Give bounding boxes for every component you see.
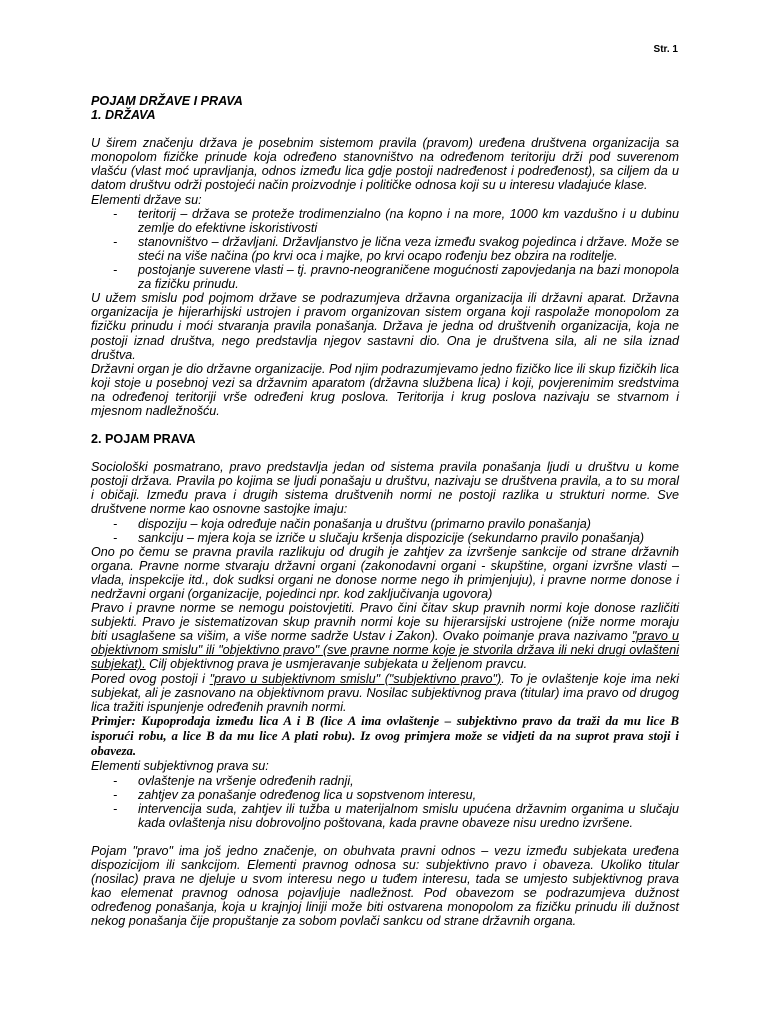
paragraph-text: Cilj objektivnog prava je usmjeravanje subjekata u željenom pravcu. xyxy=(145,657,528,672)
subjective-elements-label: Elementi subjektivnog prava su: xyxy=(91,759,269,774)
section1-paragraph-3: Državni organ je dio državne organizacije. Pod njim podrazumjevamo jedno fizičko lice ili skup fizičkih lica koji stoje u posebnoj vezi sa državnim aparatom (državna službena lica) i koji, povjerenimim sredstvima na određenoj teritoriji vrše određeni krug poslova. Teritorija i krug poslova nazivaju se stvarnom i mjesnom nadležnošću. xyxy=(91,361,679,418)
state-elements-label: Elementi države su: xyxy=(91,192,202,207)
document-body xyxy=(91,94,679,928)
section2-paragraph-1: Sociološki posmatrano, pravo predstavlja jedan od sistema pravila ponašanja ljudi u društvu u kome postoji država. Pravila po kojima se ljudi ponašaju u društvu, nazivaju se društvena pravila, a to su moral i običaji. Između prava i drugih sistema društvenih normi ne postoji razlika u strukturi norme. Sve društvene norme kao osnovne sastojke imaju: xyxy=(91,460,679,517)
document-title: POJAM DRŽAVE I PRAVA xyxy=(91,94,243,108)
section1-paragraph-1: U širem značenju država je posebnim sistemom pravila (pravom) uređena društvena organizacija sa monopolom fizičke prinude koja određeno stanovništvo na određenom teritoriju drži pod suverenom vlašću (vlast moć upravljanja, odnos između lica gdje postoji nadređenost i podređenost), sa ciljem da u datom društvu održi postojeći način proizvodnje i političke odnosa koji su u interesu vladajuće klase. xyxy=(91,136,679,193)
objective-law-definition: "pravo u objektivnom smislu" ili "objektivno pravo" (sve pravne norme koje je stvorila država ili neki drugi ovlašteni subjekat). xyxy=(91,629,679,672)
list-item: - stanovništvo – državljani. Državljanstvo je lična veza između svakog pojedinca i države. Može se steći na više načina (po krvi oca i majke, po krvi ocapo rođenju bez obzira na roditelje. xyxy=(91,235,679,263)
list-item: - zahtjev za ponašanje određenog lica u sopstvenom interesu, xyxy=(91,788,679,802)
norm-parts-list xyxy=(91,517,679,545)
page-number: Str. 1 xyxy=(653,44,678,55)
section2-paragraph-2: Ono po čemu se pravna pravila razlikuju od drugih je zahtjev za izvršenje sankcije od strane državnih organa. Pravne norme stvaraju državni organi (zakonodavni organi - skupštine, organi izvršne vlasti – vlada, inspekcije itd., dok sudksi organi ne donose norme nego ih primjenjuju), i pravne norme donose i nedržavni organi (organizacije, pojedinci npr. kod zaključivanja ugovora) xyxy=(91,544,679,601)
section2-paragraph-4 xyxy=(91,672,679,714)
section2-paragraph-5: Pojam "pravo" ima još jedno značenje, on obuhvata pravni odnos – vezu između subjekata uređena dispozicijom ili sankcijom. Elementi pravnog odnosa su: subjektivno pravo i obaveza. Ukoliko titular (nosilac) prava ne djeluje u svom interesu nego u tuđem interesu, tada se umjesto subjektivnog prava kao elemenat pravnog odnosa pojavljuje nadležnost. Pod obavezom se podrazumjeva dužnost određenog ponašanja, koja u krajnjoj liniji može biti ostvarena monopolom za fizičku prinudu ili dužnost nekog ponašanja čije propuštanje za sobom povlači sankcu od strane državnih organa. xyxy=(91,843,679,929)
list-item: - postojanje suverene vlasti – tj. pravno-neograničene mogućnosti zapovjedanja na bazi monopola za fizičku prinudu. xyxy=(91,263,679,291)
example-paragraph: Primjer: Kupoprodaja između lica A i B (lice A ima ovlaštenje – subjektivno pravo da traži da mu lice B isporući robu, a lice B da mu lice A plati robu). Iz ovog primjera može se vidjeti da na suprot prava stoji i obaveza. xyxy=(91,713,679,759)
list-item: - dispoziju – koja određuje način ponašanja u društvu (primarno pravilo ponašanja) xyxy=(91,517,679,531)
section2-paragraph-3 xyxy=(91,601,679,671)
section2-heading: 2. POJAM PRAVA xyxy=(91,432,196,447)
paragraph-text: Pravo i pravne norme se nemogu poistovjetiti. Pravo čini čitav skup pravnih normi koje donose različiti subjekti. Pravo je sistematizovan skup pravnih normi koje su hijerarsijski ustrojene (niže norme moraju biti usaglašene sa višim, a više norme sadrže Ustav i Zakon). Ovako poimanje prava nazivamo xyxy=(91,601,679,644)
section1-heading: 1. DRŽAVA xyxy=(91,108,156,123)
subjective-law-definition: "pravo u subjektivnom smislu" ("subjektivno pravo") xyxy=(209,671,502,686)
state-elements-list xyxy=(91,207,679,292)
subjective-elements-list xyxy=(91,774,679,830)
list-item: - teritorij – država se proteže trodimenzialno (na kopno i na more, 1000 km vazdušno i u dubinu zemlje do efektivne iskoristivosti xyxy=(91,207,679,235)
paragraph-text: Pored ovog postoji i xyxy=(91,671,210,686)
paragraph-text: . To je ovlaštenje koje ima neki subjekat, ali je zasnovano na objektivnom pravu. Nosilac subjektivnog prava (titular) ima pravo od drugog lica tražiti ispunjenje određenih pravnih normi. xyxy=(91,671,679,714)
list-item: - sankciju – mjera koja se izriče u slučaju kršenja dispozicije (sekundarno pravilo ponašanja) xyxy=(91,531,679,545)
list-item: - ovlaštenje na vršenje određenih radnji, xyxy=(91,774,679,788)
list-item: - intervencija suda, zahtjev ili tužba u materijalnom smislu upućena državnim organima u slučaju kada ovlaštenja nisu dobrovoljno poštovana, kada pravne obaveze nisu uredno izvršene. xyxy=(91,802,679,830)
section1-paragraph-2: U užem smislu pod pojmom države se podrazumjeva državna organizacija ili državni aparat. Državna organizacija je hijerarhijski ustrojen i pravom organizovan sistem organa koji raspolaže monopolom za fizičku prinudu i moći stvaranja pravila ponašanja. Država je jedna od društvenih organizacija, koja ne postoji iznad društva, nego predstavlja njegov sastavni dio. Ona je društvena sila, ali ne sila iznad društva. xyxy=(91,291,679,362)
